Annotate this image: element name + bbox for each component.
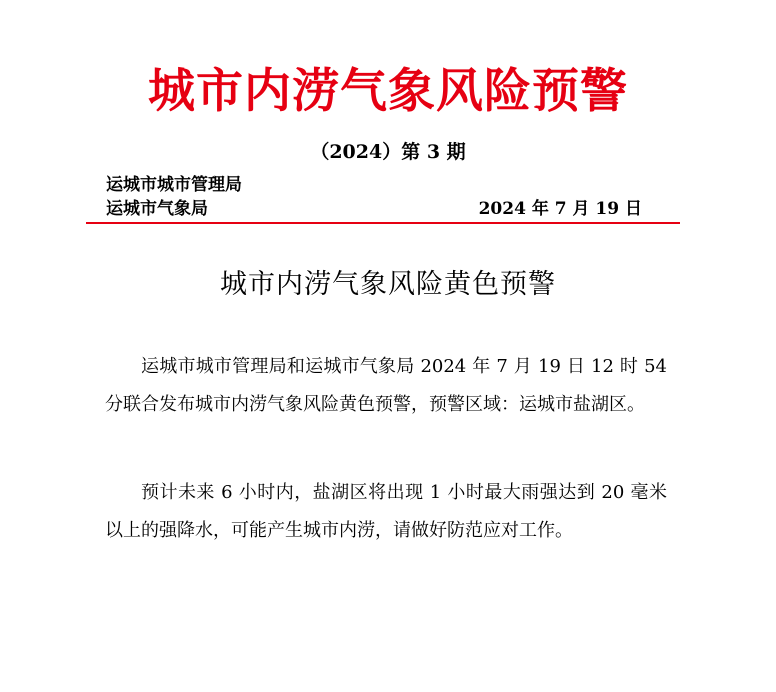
issue-date: 2024 年 7 月 19 日 — [478, 199, 642, 219]
body-paragraph-2: 预计未来 6 小时内，盐湖区将出现 1 小时最大雨强达到 20 毫米以上的强降水，可能产生城市内涝，请做好防范应对工作。 — [105, 482, 667, 541]
alert-title: 城市内涝气象风险黄色预警 — [220, 269, 556, 300]
document-header-title: 城市内涝气象风险预警 — [148, 64, 628, 119]
body-paragraph-1: 运城市城市管理局和运城市气象局 2024 年 7 月 19 日 12 时 54 分联合发布城市内涝气象风险黄色预警，预警区域：运城市盐湖区。 — [105, 356, 667, 415]
issuer-city-management-bureau: 运城市城市管理局 — [106, 175, 242, 195]
issuer-meteorological-bureau: 运城市气象局 — [106, 199, 208, 219]
header-divider — [86, 222, 680, 224]
issue-number: （2024）第 3 期 — [310, 141, 466, 163]
